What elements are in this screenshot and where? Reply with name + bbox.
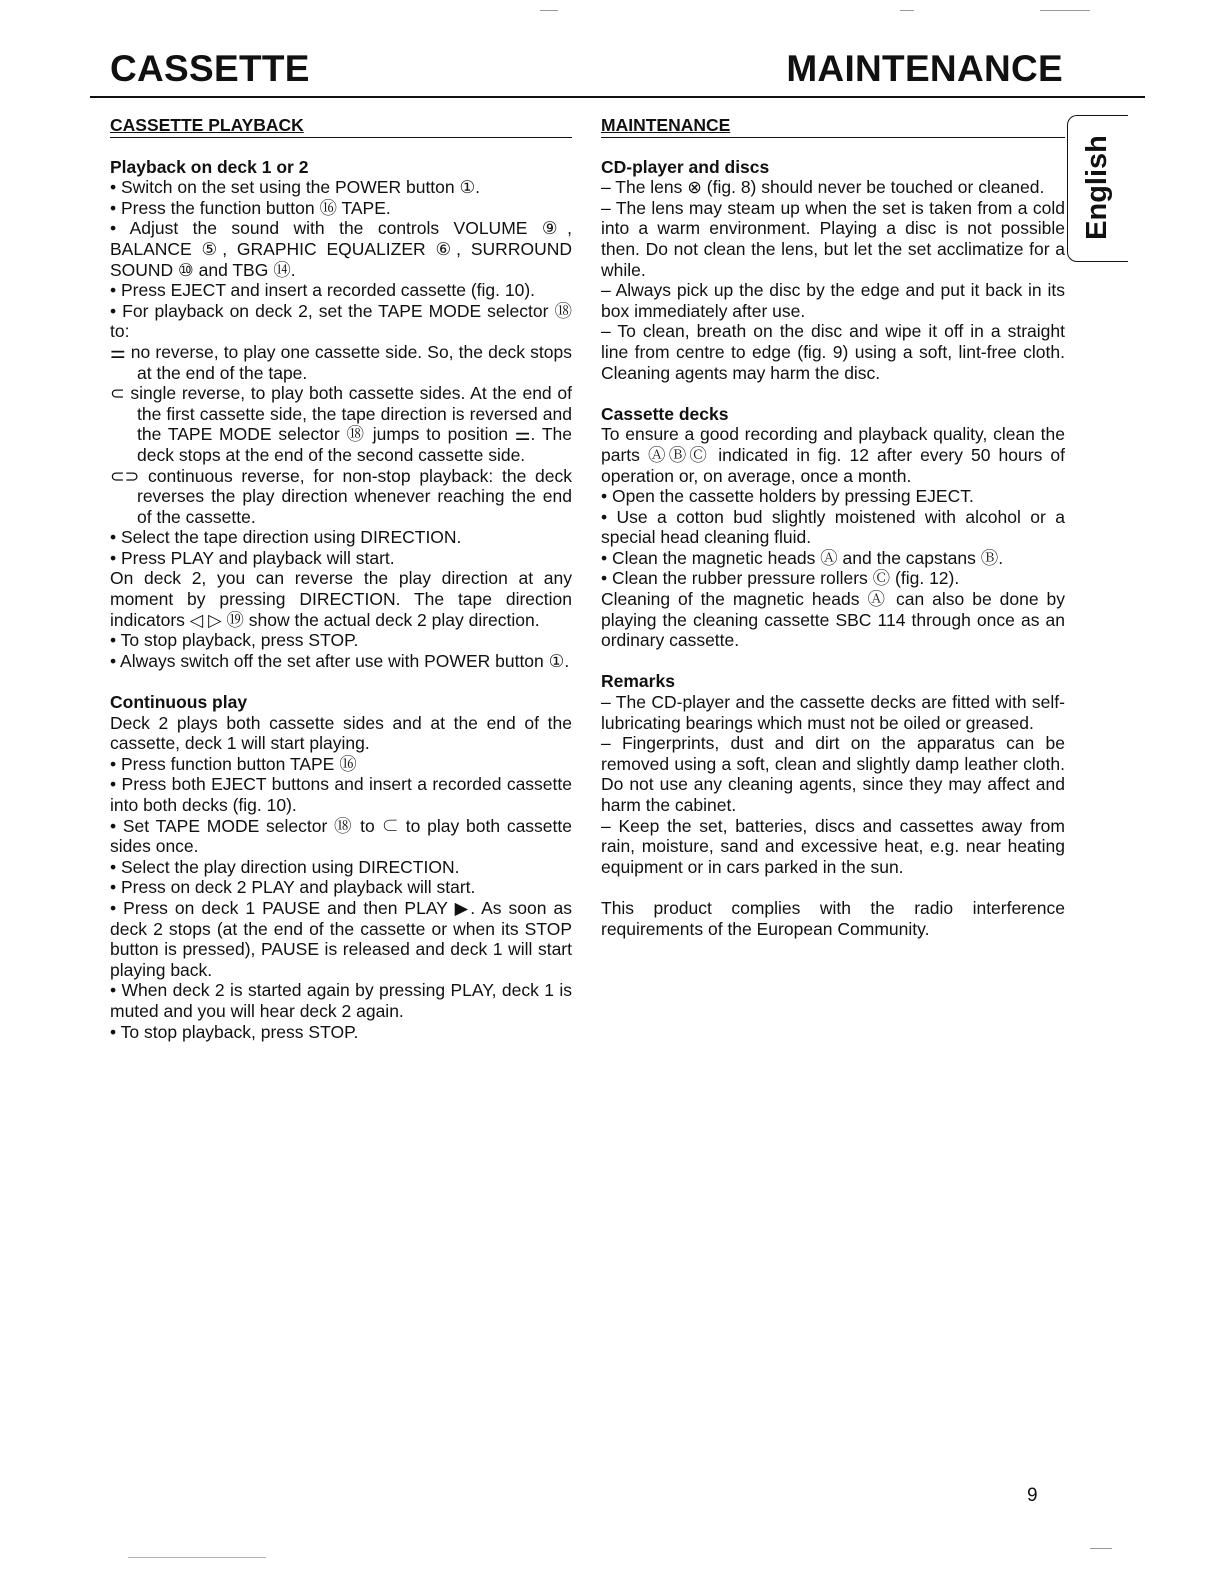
tape-mode-continuous-reverse: ⊂⊃ continuous reverse, for non-stop playback: the deck reverses the play direction whenever reaching the end of the cassette. <box>110 465 572 527</box>
continuous-line: • Press on deck 2 PLAY and playback will start. <box>110 877 476 898</box>
continuous-line: • Press function button TAPE ⑯ <box>110 753 357 774</box>
header-rule <box>90 96 1145 98</box>
continuous-line: Deck 2 plays both cassette sides and at the end of the cassette, deck 1 will start playing. <box>110 712 572 754</box>
remarks-line: – The CD-player and the cassette decks are fitted with self-lubricating bearings which must not be oiled or greased. <box>601 692 1065 733</box>
playback-line: • Press the function button ⑯ TAPE. <box>110 197 391 218</box>
cassette-line: Cleaning of the magnetic heads Ⓐ can also be done by playing the cleaning cassette SBC 114 through once as an ordinary cassette. <box>601 589 1065 651</box>
heading-cd-player: CD-player and discs <box>601 156 770 177</box>
cd-line: – The lens ⊗ (fig. 8) should never be touched or cleaned. <box>601 177 1045 198</box>
heading-remarks: Remarks <box>601 671 675 692</box>
cassette-line: • Use a cotton bud slightly moistened with alcohol or a special head cleaning fluid. <box>601 506 1065 548</box>
tape-mode-single-reverse: ⊂ single reverse, to play both cassette sides. At the end of the first cassette side, the tape direction is reversed and the TAPE MODE selector ⑱ jumps to position ⚌. The deck stops at the end of the second cassette side. <box>110 383 572 465</box>
page-number: 9 <box>1027 1485 1038 1506</box>
scan-mark <box>540 10 558 11</box>
continuous-line: • Press on deck 1 PAUSE and then PLAY ▶. As soon as deck 2 stops (at the end of the cassette or when its STOP button is pressed), PAUSE is released and deck 1 will start playing back. <box>110 897 572 980</box>
section-title-cassette-playback: CASSETTE PLAYBACK <box>110 115 572 138</box>
language-tab-label: English <box>1080 135 1113 240</box>
left-column <box>110 115 572 1042</box>
playback-line: • Adjust the sound with the controls VOLUME ⑨, BALANCE ⑤, GRAPHIC EQUALIZER ⑥, SURROUND SOUND ⑩ and TBG ⑭. <box>110 218 572 280</box>
cd-line: – To clean, breath on the disc and wipe it off in a straight line from centre to edge (fig. 9) using a soft, lint-free cloth. Cleaning agents may harm the disc. <box>601 321 1065 383</box>
continuous-line: • Set TAPE MODE selector ⑱ to ⊂ to play both cassette sides once. <box>110 815 572 857</box>
playback-line: • Switch on the set using the POWER button ①. <box>110 177 481 198</box>
cd-line: – Always pick up the disc by the edge and put it back in its box immediately after use. <box>601 280 1065 321</box>
scan-mark <box>128 1557 266 1558</box>
scan-mark <box>900 10 914 11</box>
page-title-maintenance: MAINTENANCE <box>786 48 1063 89</box>
playback-line: • Always switch off the set after use with POWER button ①. <box>110 650 570 671</box>
playback-line: On deck 2, you can reverse the play direction at any moment by pressing DIRECTION. The tape direction indicators ◁ ▷ ⑲ show the actual deck 2 play direction. <box>110 568 572 630</box>
page-title-cassette: CASSETTE <box>110 48 310 89</box>
compliance-statement: This product complies with the radio interference requirements of the European Community. <box>601 897 1065 939</box>
section-title-maintenance: MAINTENANCE <box>601 115 1065 138</box>
playback-line: • For playback on deck 2, set the TAPE MODE selector ⑱ to: <box>110 300 572 342</box>
tape-mode-no-reverse: ⚌ no reverse, to play one cassette side. So, the deck stops at the end of the tape. <box>110 341 572 383</box>
continuous-line: • Press both EJECT buttons and insert a recorded cassette into both decks (fig. 10). <box>110 774 572 815</box>
cassette-line: • Clean the magnetic heads Ⓐ and the capstans Ⓑ. <box>601 547 1004 568</box>
playback-line: • Press PLAY and playback will start. <box>110 547 395 568</box>
right-column <box>601 115 1065 939</box>
cassette-line: • Clean the rubber pressure rollers Ⓒ (fig. 12). <box>601 568 960 589</box>
remarks-line: – Keep the set, batteries, discs and cassettes away from rain, moisture, sand and excessive heat, e.g. near heating equipment or in cars parked in the sun. <box>601 815 1065 877</box>
heading-continuous-play: Continuous play <box>110 692 248 713</box>
continuous-line: • When deck 2 is started again by pressing PLAY, deck 1 is muted and you will hear deck 2 again. <box>110 980 572 1021</box>
cassette-line: To ensure a good recording and playback quality, clean the parts ⒶⒷⒸ indicated in fig. 12 after every 50 hours of operation or, on average, once a month. <box>601 424 1065 486</box>
cassette-line: • Open the cassette holders by pressing EJECT. <box>601 486 974 507</box>
continuous-line: • Select the play direction using DIRECTION. <box>110 856 460 877</box>
playback-line: • Select the tape direction using DIRECTION. <box>110 527 462 548</box>
playback-line: • To stop playback, press STOP. <box>110 630 359 651</box>
heading-playback-deck: Playback on deck 1 or 2 <box>110 156 309 177</box>
cd-line: – The lens may steam up when the set is taken from a cold into a warm environment. Playing a disc is not possible then. Do not clean the lens, but let the set acclimatize for a while. <box>601 197 1065 280</box>
scan-mark <box>1090 1548 1112 1549</box>
heading-cassette-decks: Cassette decks <box>601 403 729 424</box>
remarks-line: – Fingerprints, dust and dirt on the apparatus can be removed using a soft, clean and slightly damp leather cloth. Do not use any cleaning agents, since they may affect and harm the cabinet. <box>601 733 1065 815</box>
continuous-line: • To stop playback, press STOP. <box>110 1021 359 1042</box>
scan-mark <box>1040 10 1090 11</box>
playback-line: • Press EJECT and insert a recorded cassette (fig. 10). <box>110 280 536 301</box>
